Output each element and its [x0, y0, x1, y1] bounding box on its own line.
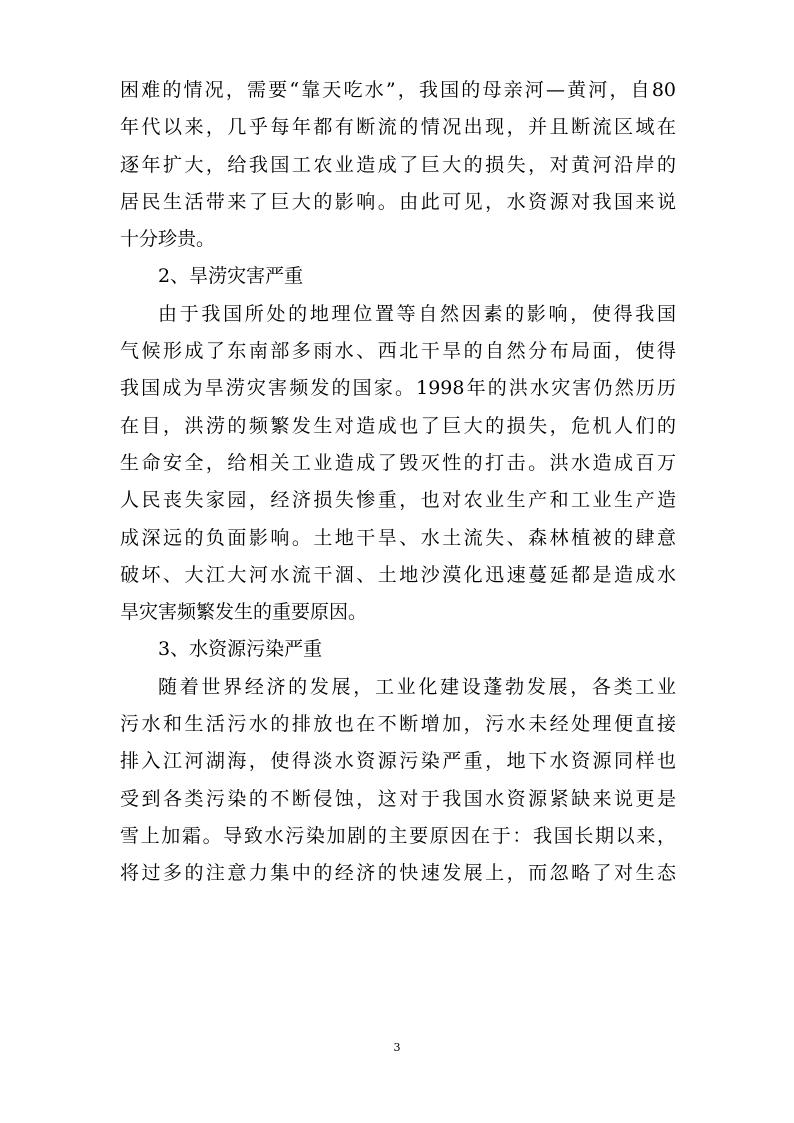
text-line: 年代以来，几乎每年都有断流的情况出现，并且断流区域在	[120, 116, 676, 139]
text-line: 十分珍贵。	[120, 228, 216, 251]
text-line: 人民丧失家园，经济损失惨重，也对农业生产和工业生产造	[120, 489, 676, 512]
text-line: 困难的情况，需要“靠天吃水”，我国的母亲河—黄河，自80	[120, 79, 676, 101]
text-line: 雪上加霜。导致水污染加剧的主要原因在于：我国长期以来，	[120, 824, 676, 847]
text-line: 气候形成了东南部多雨水、西北干旱的自然分布局面，使得	[120, 340, 676, 363]
text-line: 逐年扩大，给我国工农业造成了巨大的损失，对黄河沿岸的	[120, 153, 676, 176]
text-line: 2、旱涝灾害严重	[158, 265, 304, 288]
text-line: 旱灾害频繁发生的重要原因。	[120, 601, 368, 624]
text-line: 我国成为旱涝灾害频发的国家。1998年的洪水灾害仍然历历	[120, 377, 676, 400]
text-line: 破坏、大江大河水流干涸、土地沙漠化迅速蔓延都是造成水	[120, 563, 676, 586]
text-line: 将过多的注意力集中的经济的快速发展上，而忽略了对生态	[120, 862, 676, 885]
text-line: 3、水资源污染严重	[158, 638, 323, 661]
text-line: 居民生活带来了巨大的影响。由此可见，水资源对我国来说	[120, 190, 676, 213]
text-line: 随着世界经济的发展，工业化建设蓬勃发展，各类工业	[158, 675, 676, 698]
text-line: 受到各类污染的不断侵蚀，这对于我国水资源紧缺来说更是	[120, 787, 676, 810]
document-body	[120, 72, 676, 893]
text-line: 排入江河湖海，使得淡水资源污染严重，地下水资源同样也	[120, 750, 676, 773]
text-line: 生命安全，给相关工业造成了毁灭性的打击。洪水造成百万	[120, 451, 676, 474]
text-line: 在目，洪涝的频繁发生对造成也了巨大的损失，危机人们的	[120, 414, 676, 437]
page-number: 3	[393, 1041, 401, 1054]
paragraph-lines	[120, 72, 676, 893]
text-line: 成深远的负面影响。土地干旱、水土流失、森林植被的肆意	[120, 526, 676, 549]
text-line: 由于我国所处的地理位置等自然因素的影响，使得我国	[158, 302, 676, 325]
text-line: 污水和生活污水的排放也在不断增加，污水未经处理便直接	[120, 713, 676, 736]
